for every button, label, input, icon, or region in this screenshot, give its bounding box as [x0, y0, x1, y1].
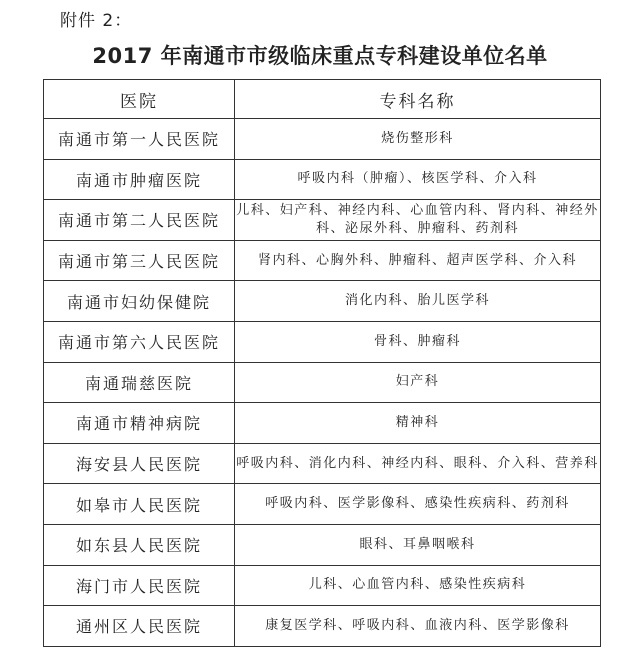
- table-header-row: [44, 80, 601, 119]
- specialty-cell: 康复医学科、呼吸内科、血液内科、医学影像科: [235, 606, 601, 647]
- hospital-cell: 南通市第三人民医院: [44, 240, 235, 281]
- attachment-label: 附件 2：: [60, 11, 133, 31]
- table-row: [44, 159, 601, 200]
- hospital-cell: 南通市精神病院: [44, 403, 235, 444]
- table-row: [44, 606, 601, 647]
- hospital-cell: 海安县人民医院: [44, 443, 235, 484]
- specialty-cell: 儿科、妇产科、神经内科、心血管内科、肾内科、神经外科、泌尿外科、肿瘤科、药剂科: [235, 200, 601, 241]
- document-title: 2017 年南通市市级临床重点专科建设单位名单: [92, 44, 548, 68]
- table-row: [44, 240, 601, 281]
- specialty-cell: 眼科、耳鼻咽喉科: [235, 524, 601, 565]
- hospital-cell: 南通市妇幼保健院: [44, 281, 235, 322]
- table-row: [44, 321, 601, 362]
- hospital-cell: 南通市第一人民医院: [44, 119, 235, 160]
- hospital-cell: 如皋市人民医院: [44, 484, 235, 525]
- specialty-cell: 呼吸内科（肿瘤）、核医学科、介入科: [235, 159, 601, 200]
- hospital-cell: 南通瑞慈医院: [44, 362, 235, 403]
- table-row: [44, 362, 601, 403]
- table-row: [44, 443, 601, 484]
- specialty-cell: 呼吸内科、医学影像科、感染性疾病科、药剂科: [235, 484, 601, 525]
- table-row: [44, 200, 601, 241]
- hospital-cell: 南通市第六人民医院: [44, 321, 235, 362]
- specialty-cell: 消化内科、胎儿医学科: [235, 281, 601, 322]
- specialty-cell: 妇产科: [235, 362, 601, 403]
- specialty-cell: 肾内科、心胸外科、肿瘤科、超声医学科、介入科: [235, 240, 601, 281]
- specialty-cell: 烧伤整形科: [235, 119, 601, 160]
- specialty-cell: 骨科、肿瘤科: [235, 321, 601, 362]
- table-row: [44, 524, 601, 565]
- table-row: [44, 484, 601, 525]
- hospital-cell: 南通市第二人民医院: [44, 200, 235, 241]
- specialty-cell: 精神科: [235, 403, 601, 444]
- table-row: [44, 119, 601, 160]
- specialty-cell: 儿科、心血管内科、感染性疾病科: [235, 565, 601, 606]
- specialty-cell: 呼吸内科、消化内科、神经内科、眼科、介入科、营养科: [235, 443, 601, 484]
- hospital-cell: 海门市人民医院: [44, 565, 235, 606]
- header-hospital: 医院: [44, 80, 235, 119]
- table-row: [44, 403, 601, 444]
- hospital-cell: 通州区人民医院: [44, 606, 235, 647]
- hospital-cell: 南通市肿瘤医院: [44, 159, 235, 200]
- hospital-cell: 如东县人民医院: [44, 524, 235, 565]
- hospital-specialty-table: [43, 79, 601, 647]
- table-row: [44, 565, 601, 606]
- table-row: [44, 281, 601, 322]
- header-specialty: 专科名称: [235, 80, 601, 119]
